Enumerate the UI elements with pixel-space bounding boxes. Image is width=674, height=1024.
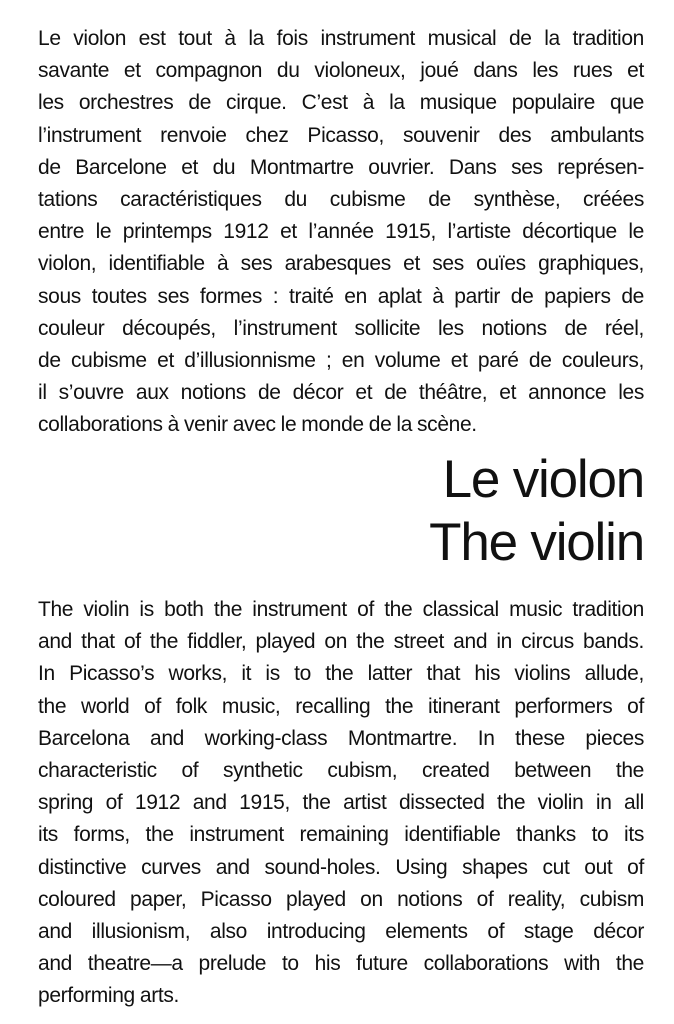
paragraph-line: spring of 1912 and 1915, the artist dissected the violin in all — [38, 791, 644, 815]
paragraph-line: Le violon est tout à la fois instrument musical de la tradition — [38, 27, 644, 50]
paragraph-line: savante et compagnon du violoneux, joué dans les rues et — [38, 59, 644, 83]
title-english: The violin — [429, 513, 644, 572]
paragraph-line: les orchestres de cirque. C’est à la musique populaire que — [38, 91, 644, 115]
paragraph-line: The violin is both the instrument of the classical music tradition — [38, 598, 644, 621]
paragraph-line: couleur découpés, l’instrument sollicite les notions de réel, — [38, 316, 644, 340]
paragraph-line: characteristic of synthetic cubism, created between the — [38, 759, 644, 783]
paragraph-line: de Barcelone et du Montmartre ouvrier. Dans ses représen- — [38, 155, 644, 179]
paragraph-line: de cubisme et d’illusionnisme ; en volume et paré de couleurs, — [38, 349, 644, 373]
paragraph-line: performing arts. — [38, 984, 179, 1008]
paragraph-line: collaborations à venir avec le monde de la scène. — [38, 413, 477, 437]
paragraph-line: the world of folk music, recalling the itinerant performers of — [38, 694, 644, 718]
french-paragraph — [38, 23, 644, 442]
paragraph-line: sous toutes ses formes : traité en aplat à partir de papiers de — [38, 284, 644, 308]
paragraph-line: In Picasso’s works, it is to the latter that his violins allude, — [38, 662, 644, 686]
paragraph-line: entre le printemps 1912 et l’année 1915, l’artiste décortique le — [38, 220, 644, 244]
paragraph-line: and illusionism, also introducing elements of stage décor — [38, 920, 644, 944]
paragraph-line: il s’ouvre aux notions de décor et de théâtre, et annonce les — [38, 381, 644, 405]
document-page — [38, 0, 644, 1024]
paragraph-line: distinctive curves and sound-holes. Using shapes cut out of — [38, 855, 644, 879]
paragraph-line: and that of the fiddler, played on the street and in circus bands. — [38, 630, 644, 654]
paragraph-line: violon, identifiable à ses arabesques et ses ouïes graphiques, — [38, 252, 644, 276]
paragraph-line: l’instrument renvoie chez Picasso, souvenir des ambulants — [38, 123, 644, 147]
english-paragraph — [38, 594, 644, 1013]
paragraph-line: and theatre—a prelude to his future collaborations with the — [38, 952, 644, 976]
paragraph-line: its forms, the instrument remaining identifiable thanks to its — [38, 823, 644, 847]
title-french: Le violon — [442, 450, 644, 509]
paragraph-line: coloured paper, Picasso played on notions of reality, cubism — [38, 887, 644, 911]
paragraph-line: tations caractéristiques du cubisme de synthèse, créées — [38, 188, 644, 212]
section-titles — [38, 448, 644, 574]
paragraph-line: Barcelona and working-class Montmartre. In these pieces — [38, 726, 644, 750]
